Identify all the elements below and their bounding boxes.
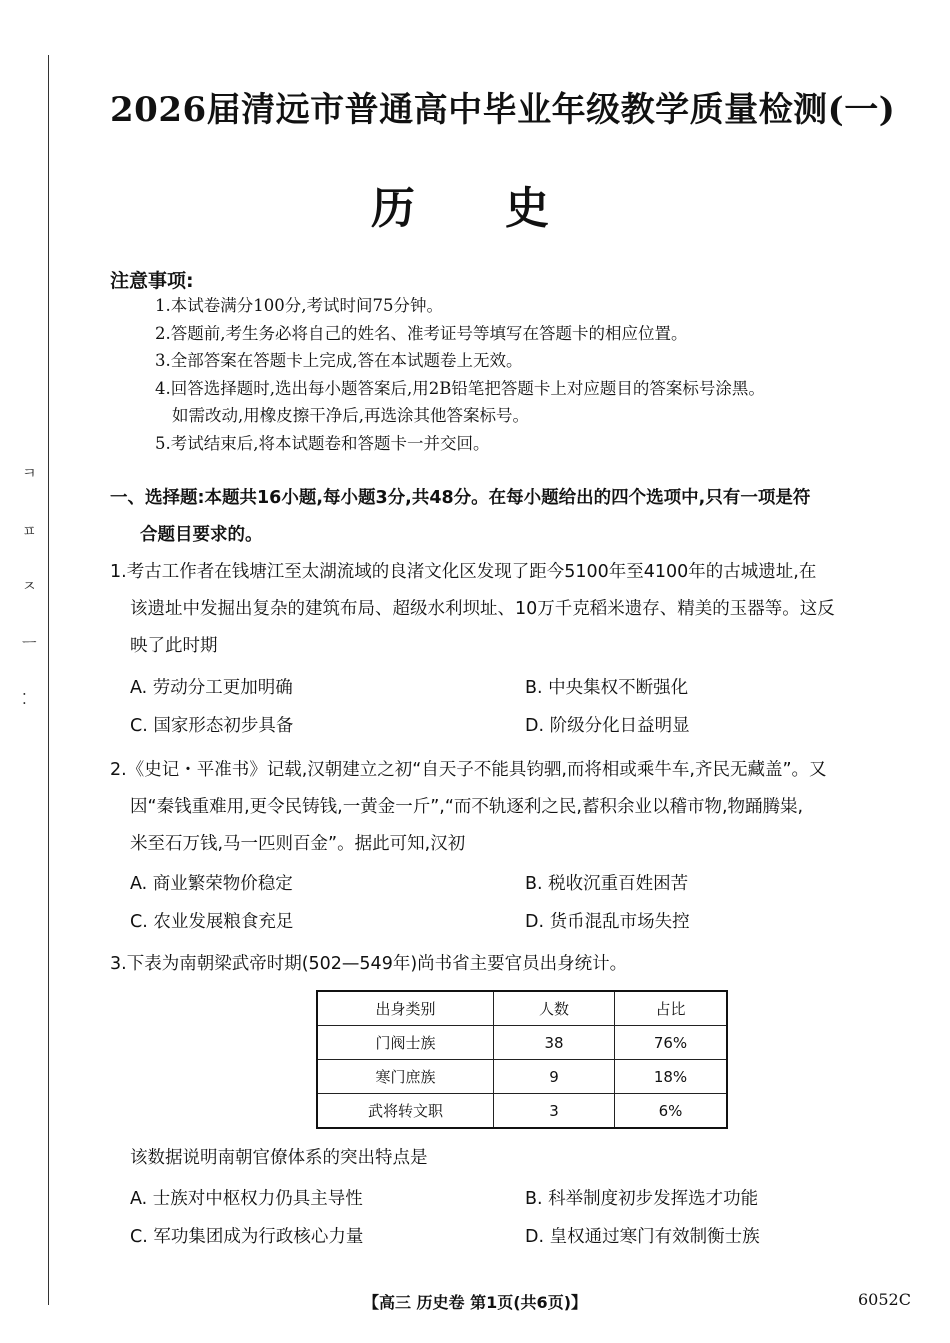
option-b: B. 税收沉重百姓困苦 [525,874,689,894]
notice-item: 2.答题前,考生务必将自己的姓名、准考证号等填写在答题卡的相应位置。 [155,323,688,343]
table-cell: 18% [615,1060,728,1094]
table-cell: 3 [494,1094,615,1129]
option-d: D. 阶级分化日益明显 [525,716,690,736]
question-line: 米至石万钱,马一匹则百金”。据此可知,汉初 [130,834,466,854]
table-cell: 寒门庶族 [317,1060,494,1094]
question-line: 2.《史记・平准书》记载,汉朝建立之初“自天子不能具钧驷,而将相或乘牛车,齐民无藏盖”。又 [110,760,827,780]
binding-mark: ㅋ [22,464,37,482]
option-b: B. 中央集权不断强化 [525,678,689,698]
question-3-prompt: 该数据说明南朝官僚体系的突出特点是 [130,1148,428,1168]
page-footer: 【高三 历史卷 第1页(共6页)】 [362,1293,588,1312]
paper-code: 6052C [858,1290,911,1309]
table-row [317,1060,727,1094]
binding-mark: ⁚ [22,690,27,708]
question-2-options [130,865,920,941]
option-b: B. 科举制度初步发挥选才功能 [525,1189,759,1209]
notice-item: 3.全部答案在答题卡上完成,答在本试题卷上无效。 [155,351,523,370]
question-3 [110,946,925,983]
option-c: C. 农业发展粮食充足 [130,912,294,932]
question-line: 该遗址中发掘出复杂的建筑布局、超级水利坝址、10万千克稻米遗存、精美的玉器等。这反 [130,599,835,619]
table-cell: 武将转文职 [317,1094,494,1129]
option-a: A. 劳动分工更加明确 [130,678,293,698]
question-line: 因“秦钱重难用,更令民铸钱,一黄金一斤”,“而不轨逐利之民,蓄积余业以稽市物,物踊腾粜, [130,797,804,817]
notice-item: 4.回答选择题时,选出每小题答案后,用2B铅笔把答题卡上对应题目的答案标号涂黑。 [155,378,765,398]
section-heading-line: 合题目要求的。 [140,525,263,545]
table-cell: 38 [494,1026,615,1060]
table-cell: 76% [615,1026,728,1060]
section-heading [110,480,925,554]
binding-mark: ㅍ [22,522,37,540]
table-header: 人数 [494,991,615,1026]
question-1-options [130,669,920,745]
option-c: C. 军功集团成为行政核心力量 [130,1227,364,1247]
binding-mark: ㅡ [22,634,37,652]
question-1 [110,554,925,665]
table-cell: 门阀士族 [317,1026,494,1060]
table-row [317,1026,727,1060]
notice-item: 1.本试卷满分100分,考试时间75分钟。 [155,296,443,315]
question-3-options [130,1180,920,1256]
question-2 [110,752,925,863]
binding-mark: ㅈ [22,577,37,595]
question-line: 3.下表为南朝梁武帝时期(502—549年)尚书省主要官员出身统计。 [110,954,628,974]
table-row [317,1094,727,1129]
subject-title: 历史 [371,183,639,234]
section-heading-line: 一、选择题:本题共16小题,每小题3分,共48分。在每小题给出的四个选项中,只有一项是符 [110,488,811,508]
notice-heading: 注意事项: [110,270,194,292]
table-cell: 9 [494,1060,615,1094]
exam-title: 2026届清远市普通高中毕业年级教学质量检测(一) [110,90,896,130]
question-line: 1.考古工作者在钱塘江至太湖流域的良渚文化区发现了距今5100年至4100年的古城遗址,在 [110,562,817,582]
binding-line [48,55,49,1305]
option-d: D. 皇权通过寒门有效制衡士族 [525,1227,760,1247]
table-cell: 6% [615,1094,728,1129]
table-header-row [317,991,727,1026]
notice-list [155,292,925,457]
option-a: A. 商业繁荣物价稳定 [130,874,293,894]
option-c: C. 国家形态初步具备 [130,716,294,736]
option-a: A. 士族对中枢权力仍具主导性 [130,1189,363,1209]
notice-item: 如需改动,用橡皮擦干净后,再选涂其他答案标号。 [172,406,529,425]
table-header: 占比 [615,991,728,1026]
table-header: 出身类别 [317,991,494,1026]
stats-table [316,990,728,1129]
question-line: 映了此时期 [130,636,218,656]
notice-item: 5.考试结束后,将本试题卷和答题卡一并交回。 [155,433,490,453]
option-d: D. 货币混乱市场失控 [525,912,690,932]
